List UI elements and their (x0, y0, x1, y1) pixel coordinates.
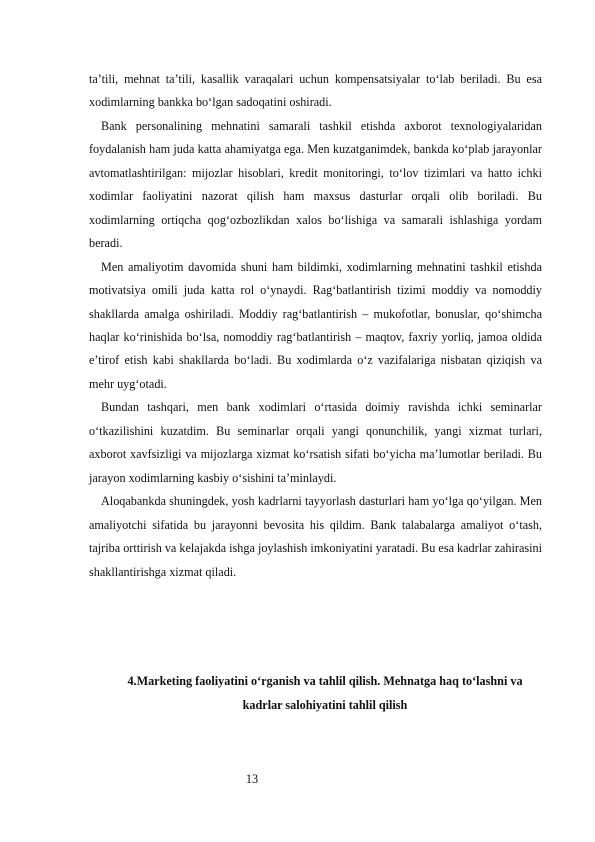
paragraph-it-usage: Bank personalining mehnatini samarali tashkil etishda axborot texnologiyalaridan foydalanish ham juda katta ahamiyatga ega. Men kuzatganimdek, bankda ko‘plab jarayonlar avtomatlashtirilgan: mijozlar hisoblari, kredit monitoringi, to‘lov tizimlari va hatto ichki xodimlar faoliyatini nazorat qilish ham maxsus dasturlar orqali olib boriladi. Bu xodimlarning ortiqcha qog‘ozbozlikdan xalos bo‘lishiga va samarali ishlashiga yordam beradi. (89, 118, 542, 251)
paragraph-continuation: ta’tili, mehnat ta’tili, kasallik varaqalari uchun kompensatsiyalar to‘lab beriladi. Bu esa xodimlarning bankka bo‘lgan sadoqatini oshiradi. (89, 72, 542, 110)
page-number: 13 (245, 772, 259, 786)
paragraph-motivation: Men amaliyotim davomida shuni ham bildimki, xodimlarning mehnatini tashkil etishda motivatsiya omili juda katta rol o‘ynaydi. Rag‘batlantirish tizimi moddiy va nomoddiy shakllarda amalga oshiriladi. Moddiy rag‘batlantirish – mukofotlar, bonuslar, qo‘shimcha haqlar ko‘rinishida bo‘lsa, nomoddiy rag‘batlantirish – maqtov, faxriy yorliq, jamoa oldida e’tirof etish kabi shakllarda bo‘ladi. Bu xodimlarda o‘z vazifalariga nisbatan qiziqish va mehr uyg‘otadi. (89, 259, 542, 391)
paragraph-seminars: Bundan tashqari, men bank xodimlari o‘rtasida doimiy ravishda ichki seminarlar o‘tkazilishini kuzatdim. Bu seminarlar orqali yangi qonunchilik, yangi xizmat turlari, axborot xavfsizligi va mijozlarga xizmat ko‘rsatish sifati bo‘yicha ma’lumotlar beriladi. Bu jarayon xodimlarning kasbiy o‘sishini ta’minlaydi. (89, 400, 542, 485)
section-heading: 4.Marketing faoliyatini o‘rganish va tahlil qilish. Mehnatga haq to‘lashni va kadrlar salohiyatini tahlil qilish (127, 674, 523, 712)
paragraph-young-staff: Aloqabankda shuningdek, yosh kadrlarni tayyorlash dasturlari ham yo‘lga qo‘yilgan. Men amaliyotchi sifatida bu jarayonni bevosita his qildim. Bank talabalarga amaliyot o‘tash, tajriba orttirish va kelajakda ishga joylashish imkoniyatini yaratadi. Bu esa kadrlar zahirasini shakllantirishga xizmat qiladi. (89, 494, 542, 579)
body-text (89, 68, 542, 584)
